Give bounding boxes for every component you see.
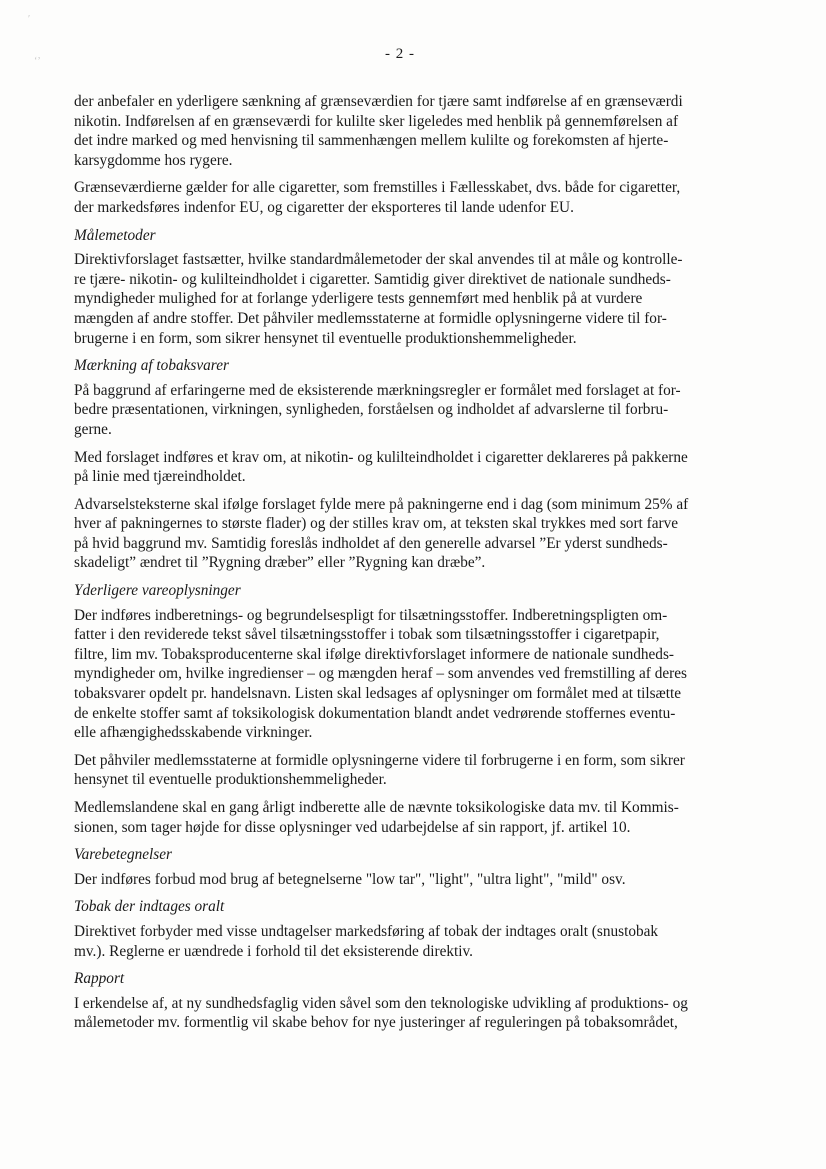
text-line: mængden af andre stoffer. Det påhviler medlemsstaterne at formidle oplysningerne videre til for- [74, 309, 667, 327]
text-line: Direktivet forbyder med visse undtagelser markedsføring af tobak der indtages oralt (snustobak [74, 922, 659, 940]
paragraph [74, 92, 760, 170]
text-line: Direktivforslaget fastsætter, hvilke standardmålemetoder der skal anvendes til at måle og kontrolle- [74, 251, 683, 269]
text-line: myndigheder mulighed for at forlange yderligere tests gennemført med henblik på at vurdere [74, 290, 643, 308]
page-number: - 2 - [385, 46, 415, 62]
text-line: elle afhængighedsskabende virkninger. [74, 724, 313, 742]
text-line: sionen, som tager højde for disse oplysninger ved udarbejdelse af sin rapport, jf. artikel 10. [74, 818, 631, 836]
document-body [74, 92, 760, 1041]
text-line: Der indføres forbud mod brug af betegnelserne "low tar", "light", "ultra light", "mild" osv. [74, 870, 626, 888]
section-heading: Mærkning af tobaksvarer [74, 357, 229, 375]
text-line: hver af pakningernes to største flader) og der stilles krav om, at teksten skal trykkes med sort farve [74, 515, 679, 533]
section-heading: Yderligere vareoplysninger [74, 582, 241, 600]
paragraph [74, 994, 760, 1033]
paragraph [74, 448, 760, 487]
text-line: de enkelte stoffer samt af toksikologisk dokumentation blandt andet vedrørende stoffernes eventu- [74, 704, 676, 722]
text-line: nikotin. Indførelsen af en grænseværdi for kulilte sker ligeledes med henblik på gennemførelsen af [74, 112, 679, 130]
paragraph [74, 606, 760, 743]
text-line: Medlemslandene skal en gang årligt indberette alle de nævnte toksikologiske data mv. til Kommis- [74, 799, 679, 816]
paragraph [74, 495, 760, 573]
text-line: der anbefaler en yderligere sænkning af grænseværdien for tjære samt indførelse af en grænseværdi [74, 93, 683, 110]
paragraph [74, 381, 760, 440]
text-line: der markedsføres indenfor EU, og cigaretter der eksporteres til lande udenfor EU. [74, 198, 574, 216]
section-heading: Varebetegnelser [74, 846, 172, 864]
text-line: Advarselsteksterne skal ifølge forslaget fylde mere på pakningerne end i dag (som minimum 25% af [74, 495, 689, 513]
paragraph [74, 922, 760, 961]
text-line: Med forslaget indføres et krav om, at nikotin- og kulilteindholdet i cigaretter deklareres på pakkerne [74, 448, 688, 466]
text-line: På baggrund af erfaringerne med de eksisterende mærkningsregler er formålet med forslaget at for- [74, 381, 681, 399]
paragraph [74, 798, 760, 837]
text-line: Grænseværdierne gælder for alle cigaretter, som fremstilles i Fællesskabet, dvs. både for cigaretter, [74, 179, 681, 197]
paragraph [74, 178, 760, 217]
text-line: bedre præsentationen, virkningen, synligheden, forståelsen og indholdet af advarslerne til forbru- [74, 401, 669, 419]
text-line: målemetoder mv. formentlig vil skabe behov for nye justeringer af reguleringen på tobaksområdet, [74, 1014, 678, 1032]
section-heading: Tobak der indtages oralt [74, 898, 225, 916]
paragraph [74, 250, 760, 348]
section-heading: Rapport [74, 970, 125, 988]
paragraph [74, 751, 760, 790]
paragraph [74, 870, 760, 890]
text-line: hensynet til eventuelle produktionshemmeligheder. [74, 771, 387, 789]
text-line: det indre marked og med henvisning til sammenhængen mellem kulilte og forekomsten af hjerte- [74, 132, 669, 150]
text-line: filtre, lim mv. Tobaksproducenterne skal ifølge direktivforslaget informere de nationale sundheds- [74, 645, 674, 663]
scan-speck: ‘’ [34, 56, 41, 67]
text-line: re tjære- nikotin- og kulilteindholdet i cigaretter. Samtidig giver direktivet de nationale sundheds- [74, 270, 671, 288]
text-line: I erkendelse af, at ny sundhedsfaglig viden såvel som den teknologiske udvikling af produktions- og [74, 994, 688, 1012]
text-line: på linie med tjæreindholdet. [74, 468, 246, 486]
text-line: myndigheder om, hvilke ingredienser – og mængden heraf – som anvendes ved fremstilling af deres [74, 665, 687, 683]
text-line: Det påhviler medlemsstaterne at formidle oplysningerne videre til forbrugerne i en form, som sikrer [74, 751, 685, 769]
text-line: skadeligt” ændret til ”Rygning dræber” eller ”Rygning kan dræbe”. [74, 554, 486, 572]
text-line: brugerne i en form, som sikrer hensynet til eventuelle produktionshemmeligheder. [74, 329, 577, 347]
text-line: Der indføres indberetnings- og begrundelsespligt for tilsætningsstoffer. Indberetningspligten om- [74, 606, 668, 624]
scan-speck: ′ [28, 14, 31, 25]
text-line: mv.). Reglerne er uændrede i forhold til det eksisterende direktiv. [74, 942, 474, 960]
text-line: på hvid baggrund mv. Samtidig foreslås indholdet af den generelle advarsel ”Er yderst sundheds- [74, 534, 668, 552]
section-heading: Målemetoder [74, 226, 156, 244]
text-line: tobaksvarer opdelt pr. handelsnavn. Listen skal ledsages af oplysninger om formålet med at tilsætte [74, 685, 682, 703]
text-line: karsygdomme hos rygere. [74, 151, 233, 169]
text-line: gerne. [74, 420, 112, 438]
text-line: fatter i den reviderede tekst såvel tilsætningsstoffer i tobak som tilsætningsstoffer i cigaretpapir, [74, 626, 660, 644]
